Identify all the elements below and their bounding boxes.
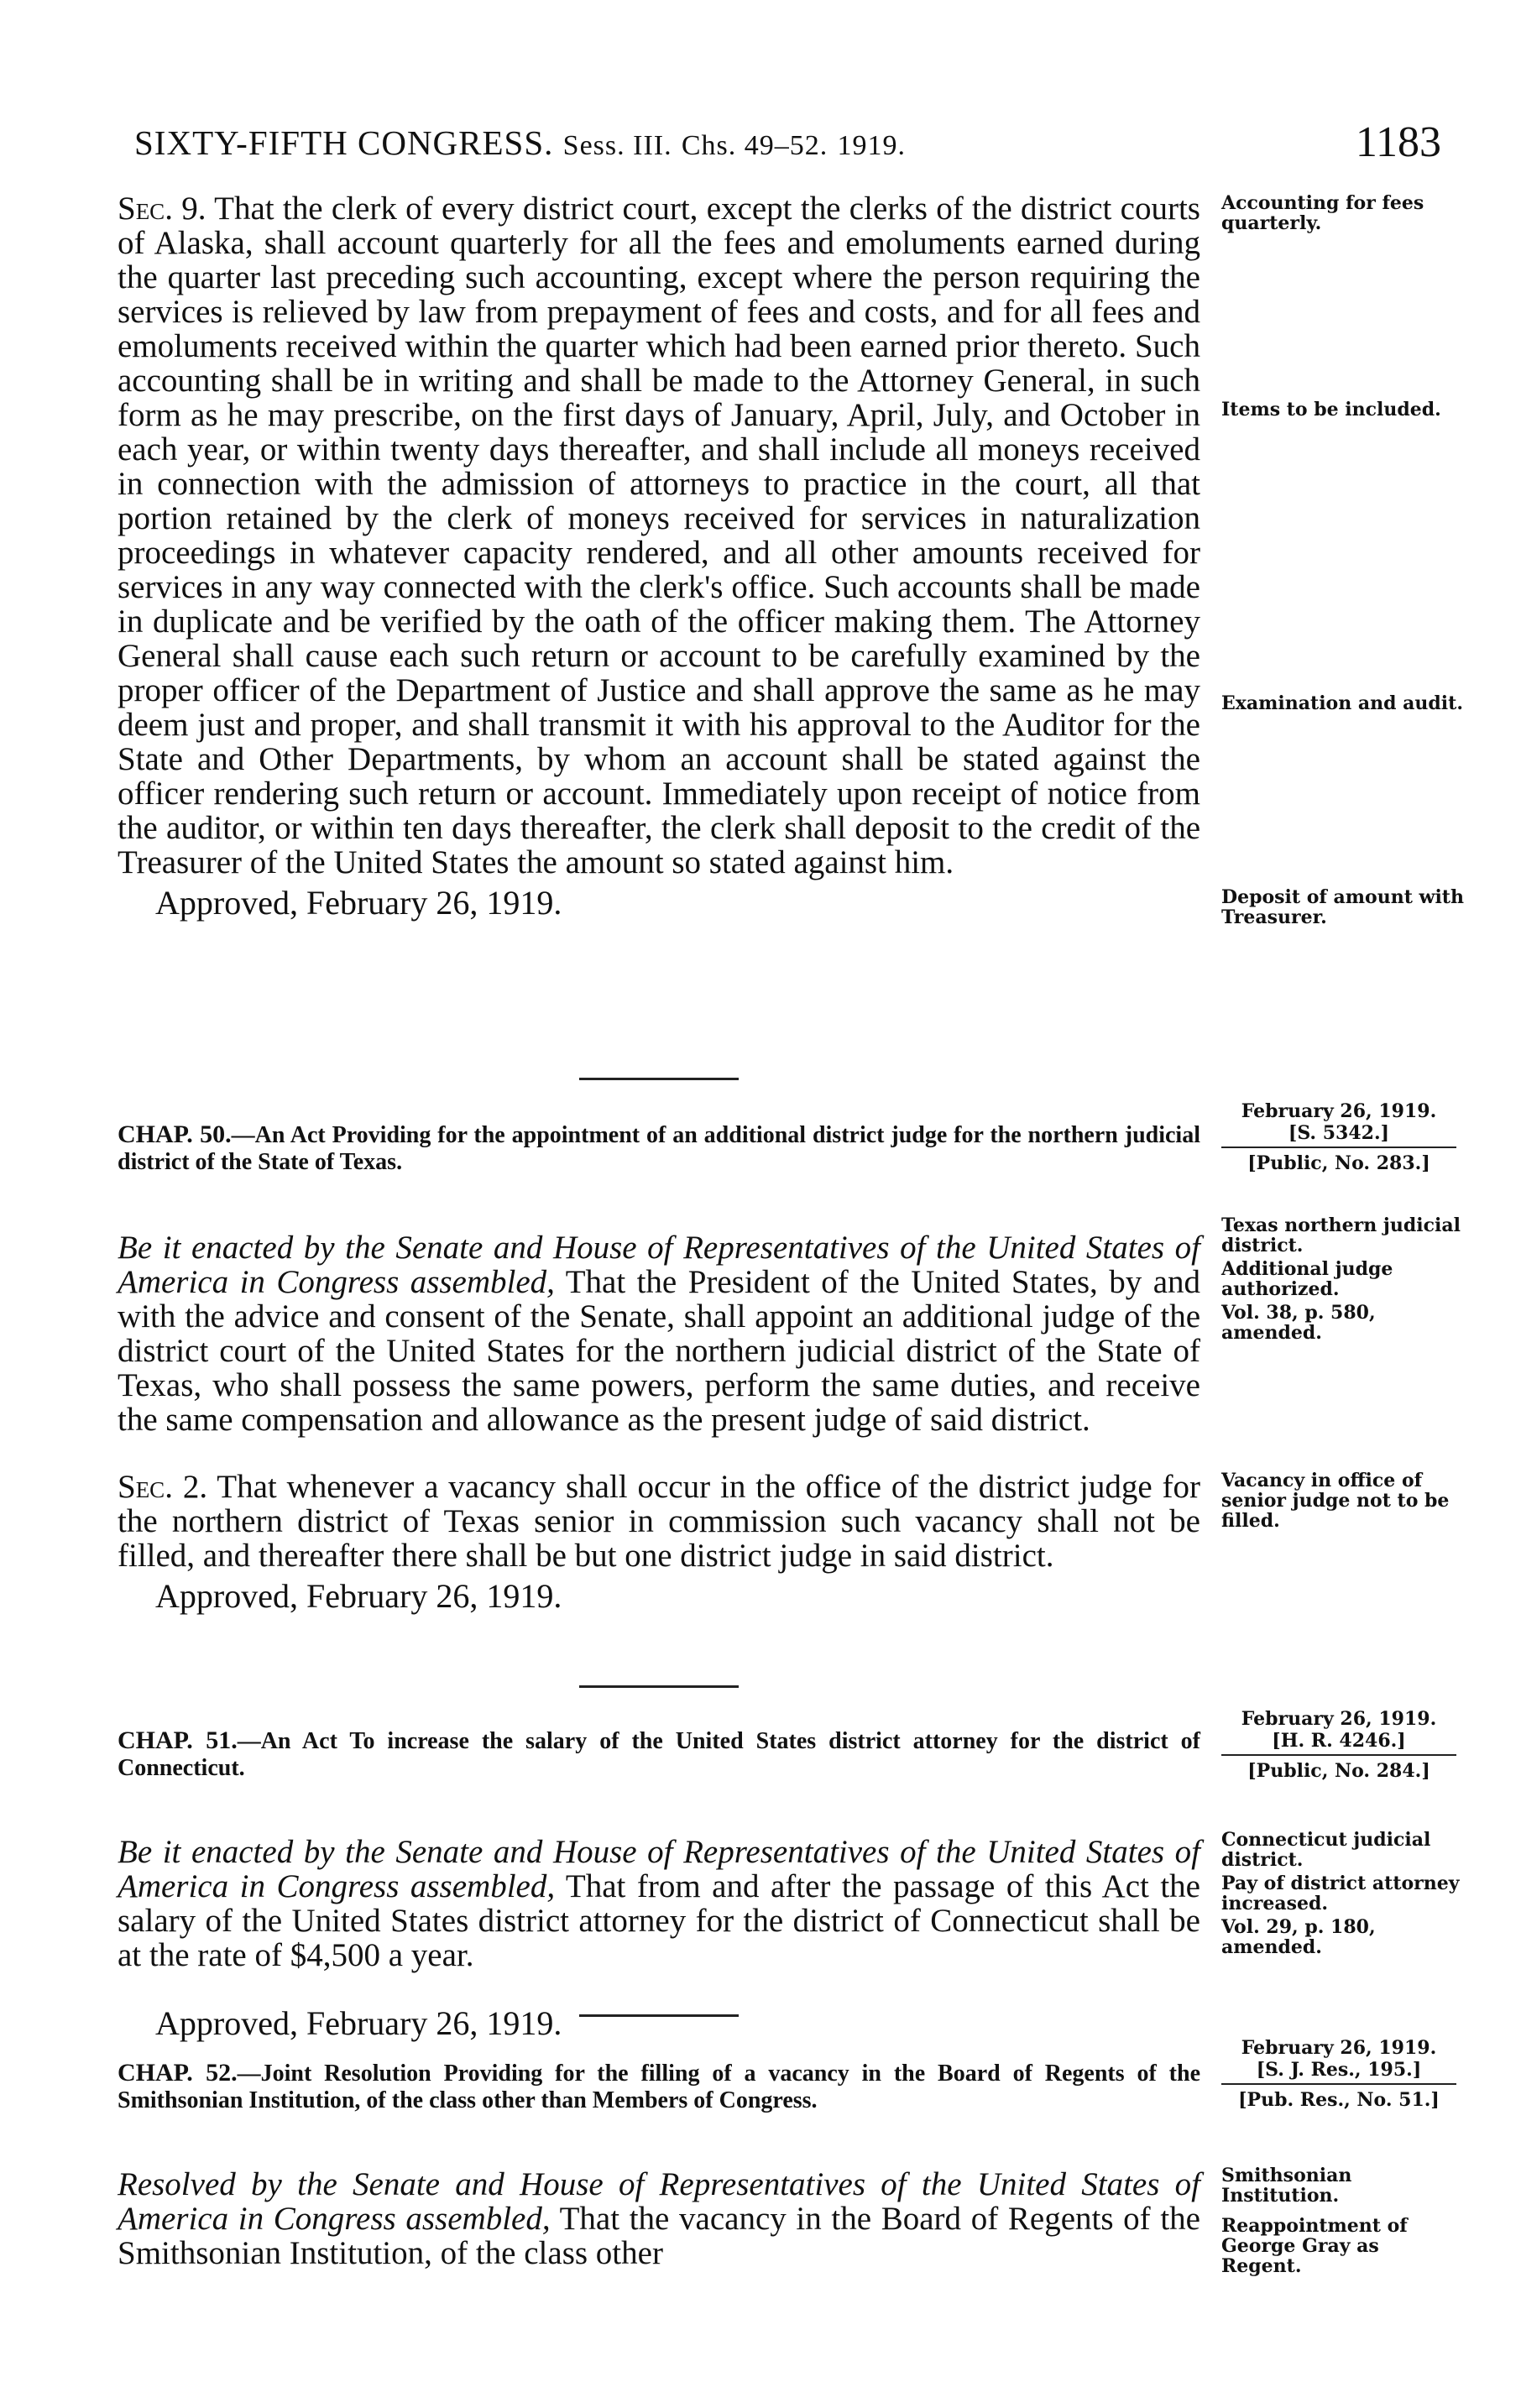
year-label: 1919. xyxy=(837,130,907,161)
chap-52-heading xyxy=(118,2060,1200,2114)
chap-52-date: February 26, 1919. xyxy=(1241,2037,1437,2059)
congress-title: SIXTY-FIFTH CONGRESS. xyxy=(134,123,554,162)
margin-note: Additional judge authorized. xyxy=(1221,1258,1393,1300)
margin-note: Accounting for fees quarterly. xyxy=(1221,192,1424,234)
session-label: Sess. III. xyxy=(562,130,672,161)
chap-51-public-law: [Public, No. 284.] xyxy=(1247,1760,1430,1782)
chap-50-title: —An Act Providing for the appointment of an additional district judge for the northern judicial district of the State of Texas. xyxy=(118,1122,1200,1175)
chap-51-label: CHAP. 51. xyxy=(118,1726,238,1754)
section-2-label: Sec. 2. xyxy=(118,1469,208,1505)
margin-divider xyxy=(1221,1754,1456,1756)
chap-51-body: That from and after the passage of this Act the salary of the United States district attorney for the district of Connecticut shall be at the rate of $4,500 a year. xyxy=(118,1868,1200,1973)
chap-51-bill: [H. R. 4246.] xyxy=(1272,1730,1406,1752)
section-9-label: Sec. 9. xyxy=(118,191,206,227)
margin-note: Vol. 38, p. 580, amended. xyxy=(1221,1302,1376,1344)
section-9 xyxy=(118,191,1200,922)
chap-52-label: CHAP. 52. xyxy=(118,2059,238,2087)
chap-50-bill: [S. 5342.] xyxy=(1288,1122,1390,1144)
margin-note: Vacancy in office of senior judge not to be filled. xyxy=(1221,1470,1450,1532)
margin-note: Connecticut judicial district. xyxy=(1221,1829,1431,1871)
margin-note: Pay of district attorney increased. xyxy=(1221,1873,1460,1914)
chap-50-enactment xyxy=(118,1230,1200,1437)
section-divider xyxy=(579,1078,739,1080)
chapter-52 xyxy=(118,2060,1200,2303)
approved-line: Approved, February 26, 1919. xyxy=(155,1577,562,1615)
margin-note: Texas northern judicial district. xyxy=(1221,1214,1461,1256)
chapters-label: Chs. 49–52. xyxy=(681,130,828,161)
chap-52-enactment xyxy=(118,2167,1200,2270)
header-title xyxy=(134,123,906,163)
chapter-50 xyxy=(118,1121,1200,1615)
enacting-clause: Be it enacted by the Senate and House of Representatives of the United States of America in Congress assembled, xyxy=(118,1834,1200,1904)
chapter-51 xyxy=(118,1727,1200,2042)
margin-note: Smithsonian Institution. xyxy=(1221,2165,1352,2207)
chap-52-public-law: [Pub. Res., No. 51.] xyxy=(1238,2089,1440,2111)
approved-line: Approved, February 26, 1919. xyxy=(155,884,562,922)
chap-50-date: February 26, 1919. xyxy=(1241,1100,1437,1122)
running-header xyxy=(134,118,1441,171)
chap-51-title: —An Act To increase the salary of the United States district attorney for the district of Connecticut. xyxy=(118,1728,1200,1781)
section-2-body: That whenever a vacancy shall occur in the office of the district judge for the northern district of Texas senior in commission such vacancy shall not be filled, and thereafter there shall be but one district judge in said district. xyxy=(118,1469,1200,1574)
margin-note: Vol. 29, p. 180, amended. xyxy=(1221,1916,1376,1958)
section-9-body: That the clerk of every district court, except the clerks of the district courts of Alaska, shall account quarterly for all the fees and emoluments earned during the quarter last preceding such accounting, except where the person requiring the services is relieved by law from prepayment of fees and costs, and for all fees and emoluments received within the quarter which had been earned prior thereto. Such accounting shall be in writing and shall be made to the Attorney General, in such form as he may prescribe, on the first days of January, April, July, and October in each year, or within twenty days thereafter, and shall include all moneys received in connection with the admission of attorneys to practice in the court, all that portion retained by the clerk of moneys received for services in naturalization proceedings in whatever capacity rendered, and all other amounts received for services in any way connected with the clerk's office. Such accounts shall be made in duplicate and be verified by the oath of the officer making them. The Attorney General shall cause each such return or account to be carefully examined by the proper officer of the Department of Justice and shall approve the same as he may deem just and proper, and shall transmit it with his approval to the Auditor for the State and Other Departments, by whom an account shall be stated against the officer rendering such return or account. Immediately upon receipt of notice from the auditor, or within ten days thereafter, the clerk shall deposit to the credit of the Treasurer of the United States the amount so stated against him. xyxy=(118,191,1200,880)
section-divider xyxy=(579,1685,739,1688)
chap-51-enactment xyxy=(118,1835,1200,1972)
margin-note: Deposit of amount with Treasurer. xyxy=(1221,886,1464,928)
margin-divider xyxy=(1221,1147,1456,1148)
chap-51-date: February 26, 1919. xyxy=(1241,1708,1437,1730)
chap-52-body: That the vacancy in the Board of Regents of the Smithsonian Institution, of the class other xyxy=(118,2201,1200,2271)
section-9-text xyxy=(118,191,1200,880)
margin-note: Items to be included. xyxy=(1221,399,1441,420)
enacting-clause: Be it enacted by the Senate and House of Representatives of the United States of America in Congress assembled, xyxy=(118,1230,1200,1300)
chap-50-section-2 xyxy=(118,1470,1200,1573)
chap-50-public-law: [Public, No. 283.] xyxy=(1247,1152,1430,1174)
chap-52-title: —Joint Resolution Providing for the filling of a vacancy in the Board of Regents of the Smithsonian Institution, of the class other than Members of Congress. xyxy=(118,2061,1200,2113)
margin-note: Examination and audit. xyxy=(1221,692,1463,714)
margin-note: Reappointment of George Gray as Regent. xyxy=(1221,2215,1408,2277)
chap-51-heading xyxy=(118,1727,1200,1782)
chap-50-heading xyxy=(118,1121,1200,1176)
chap-50-body: That the President of the United States, by and with the advice and consent of the Senate, shall appoint an additional judge of the district court of the United States for the northern judicial district of the State of Texas, who shall possess the same powers, perform the same duties, and receive the same compensation and allowance as the present judge of said district. xyxy=(118,1264,1201,1438)
section-divider xyxy=(579,2014,739,2017)
resolving-clause: Resolved by the Senate and House of Representatives of the United States of America in Congress assembled, xyxy=(118,2166,1200,2237)
chap-50-label: CHAP. 50. xyxy=(118,1120,232,1148)
margin-divider xyxy=(1221,2083,1456,2085)
chap-52-bill: [S. J. Res., 195.] xyxy=(1256,2059,1422,2081)
page-number: 1183 xyxy=(1355,118,1441,166)
approved-line: Approved, February 26, 1919. xyxy=(155,2004,562,2042)
